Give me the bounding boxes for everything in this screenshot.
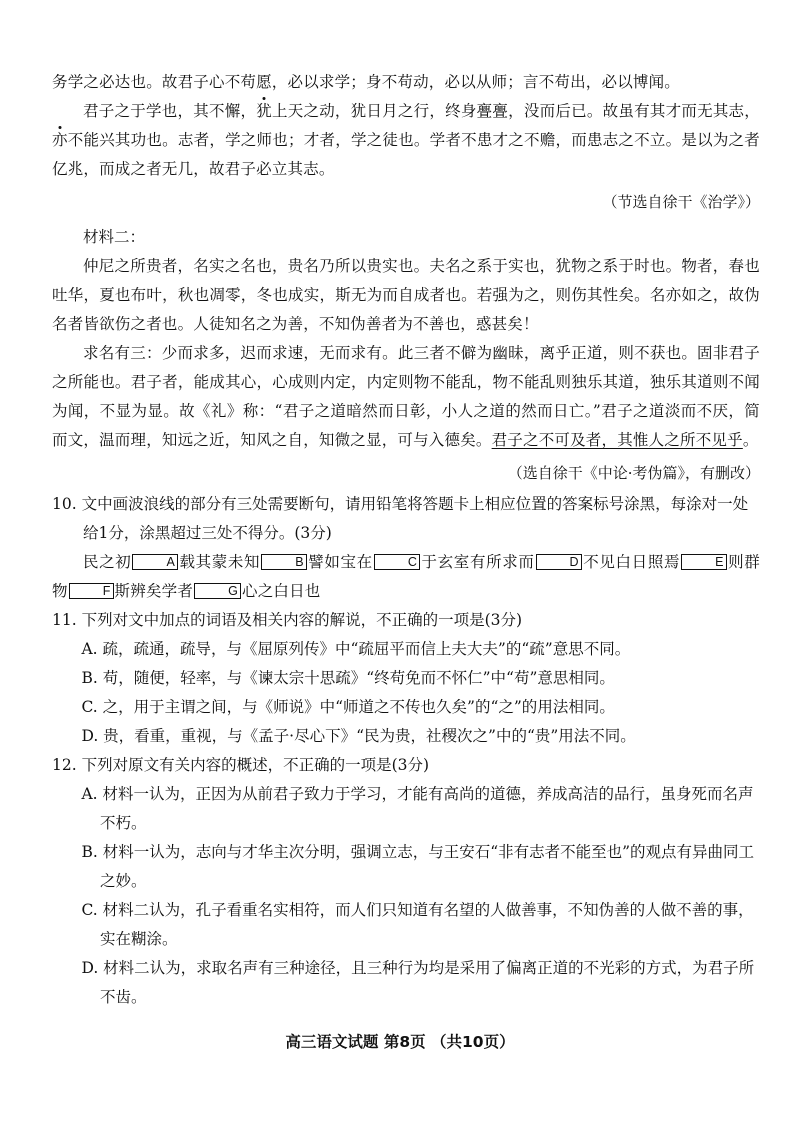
passage2-source: （选自徐干《中论·考伪篇》，有删改） — [507, 464, 760, 482]
question-11-option-a[interactable]: A. 疏，疏通，疏导，与《屈原列传》中“疏屈平而信上夫大夫”的“疏”意思不同。 — [81, 640, 631, 658]
text-span: 。 — [742, 431, 759, 449]
break-mark-g[interactable]: G — [194, 583, 241, 599]
sentence-segment: 于玄室有所求而 — [421, 553, 535, 571]
passage1-source: （节选自徐干《治学》） — [602, 193, 760, 211]
text-span: 君子之于学也，其不懈， — [83, 102, 257, 120]
passage1-para2 — [52, 97, 760, 184]
passage2-para2 — [52, 339, 760, 455]
underlined-sentence: 君子之不可及者，其惟人之所不见乎 — [491, 431, 743, 449]
passage2-heading: 材料二： — [83, 228, 146, 246]
break-mark-e[interactable]: E — [681, 554, 727, 570]
passage2-para1: 仲尼之所贵者，名实之名也，贵名乃所以贵实也。夫名之系于实也，犹物之系于时也。物者，春也吐华，夏也布叶，秋也凋零，冬也成实，斯无为而自成者也。若强为之，则伤其性矣。名亦如之，故伪名者皆欲伤之者也。人徒知名之为善，不知伪善者为不善也，惑甚矣！ — [52, 257, 760, 333]
question-10-stem: 10. 文中画波浪线的部分有三处需要断句，请用铅笔将答题卡上相应位置的答案标号涂黑，每涂对一处给1分，涂黑超过三处不得分。(3分) — [52, 495, 749, 542]
sentence-segment: 不见白日照焉 — [582, 553, 681, 571]
break-mark-a[interactable]: A — [132, 554, 178, 570]
text-span: 求名有三：少而求多，迟而求速，无而求有。此三者不僻为幽昧，离乎正道，则不获也。固非君子之所能也。君子者，能成其心，心成则内定，内定则物不能乱，物不能乱则独乐其道，独乐其道则不闻为闻，不显为显。故《礼》称：“君子之道暗然而日彰，小人之道的然而日亡。”君子之道淡而不厌，简而文，温而理，知远之近，知风之自，知微之显，可与入德矣。 — [52, 344, 760, 449]
question-11-stem: 11. 下列对文中加点的词语及相关内容的解说，不正确的一项是(3分) — [52, 611, 523, 629]
question-12-option-d[interactable]: D. 材料二认为，求取名声有三种途径，且三种行为均是采用了偏离正道的不光彩的方式，为君子所不齿。 — [81, 959, 755, 1006]
dotted-word: 亦 — [52, 131, 68, 149]
sentence-segment: 心之白日也 — [242, 582, 321, 600]
question-12-stem: 12. 下列对原文有关内容的概述，不正确的一项是(3分) — [52, 756, 430, 774]
break-mark-c[interactable]: C — [374, 554, 420, 570]
passage1-line0: 务学之必达也。故君子心不苟愿，必以求学；身不苟动，必以从师；言不苟出，必以博闻。 — [52, 73, 681, 91]
question-12-option-a[interactable]: A. 材料一认为，正因为从前君子致力于学习，才能有高尚的道德，养成高洁的品行，虽身死而名声不朽。 — [81, 785, 754, 832]
question-12-option-c[interactable]: C. 材料二认为，孔子看重名实相符，而人们只知道有名望的人做善事，不知伪善的人做不善的事，实在糊涂。 — [81, 901, 754, 948]
question-12-option-b[interactable]: B. 材料一认为，志向与才华主次分明，强调立志，与王安石“非有志者不能至也”的观点有异曲同工之妙。 — [81, 843, 755, 890]
sentence-segment: 则群物 — [52, 553, 760, 600]
sentence-segment: 载其蒙未知 — [179, 553, 261, 571]
dotted-word: 犹 — [256, 102, 272, 120]
break-mark-f[interactable]: F — [69, 583, 114, 599]
question-10-sentence — [52, 548, 760, 606]
question-11-option-c[interactable]: C. 之，用于主谓之间，与《师说》中“师道之不传也久矣”的“之”的用法相同。 — [81, 698, 615, 716]
break-mark-d[interactable]: D — [536, 554, 582, 570]
sentence-segment: 譬如宝在 — [307, 553, 373, 571]
sentence-segment: 斯辨矣学者 — [114, 582, 194, 600]
page-footer: 高三语文试题 第8页 （共10页） — [285, 1033, 515, 1051]
sentence-segment: 民之初 — [83, 553, 132, 571]
text-span: 不能兴其功也。志者，学之师也；才者，学之徒也。学者不患才之不赡，而患志之不立。是以为之者亿兆，而成之者无几，故君子必立其志。 — [52, 131, 760, 178]
break-mark-b[interactable]: B — [261, 554, 307, 570]
text-span: 上天之动，犹日月之行，终身亹亹，没而后已。故虽有其才而无其志， — [271, 102, 761, 120]
question-11-option-d[interactable]: D. 贵，看重，重视，与《孟子·尽心下》“民为贵，社稷次之”中的“贵”用法不同。 — [81, 727, 636, 745]
question-11-option-b[interactable]: B. 苟，随便，轻率，与《谏太宗十思疏》“终苟免而不怀仁”中“苟”意思相同。 — [81, 669, 615, 687]
